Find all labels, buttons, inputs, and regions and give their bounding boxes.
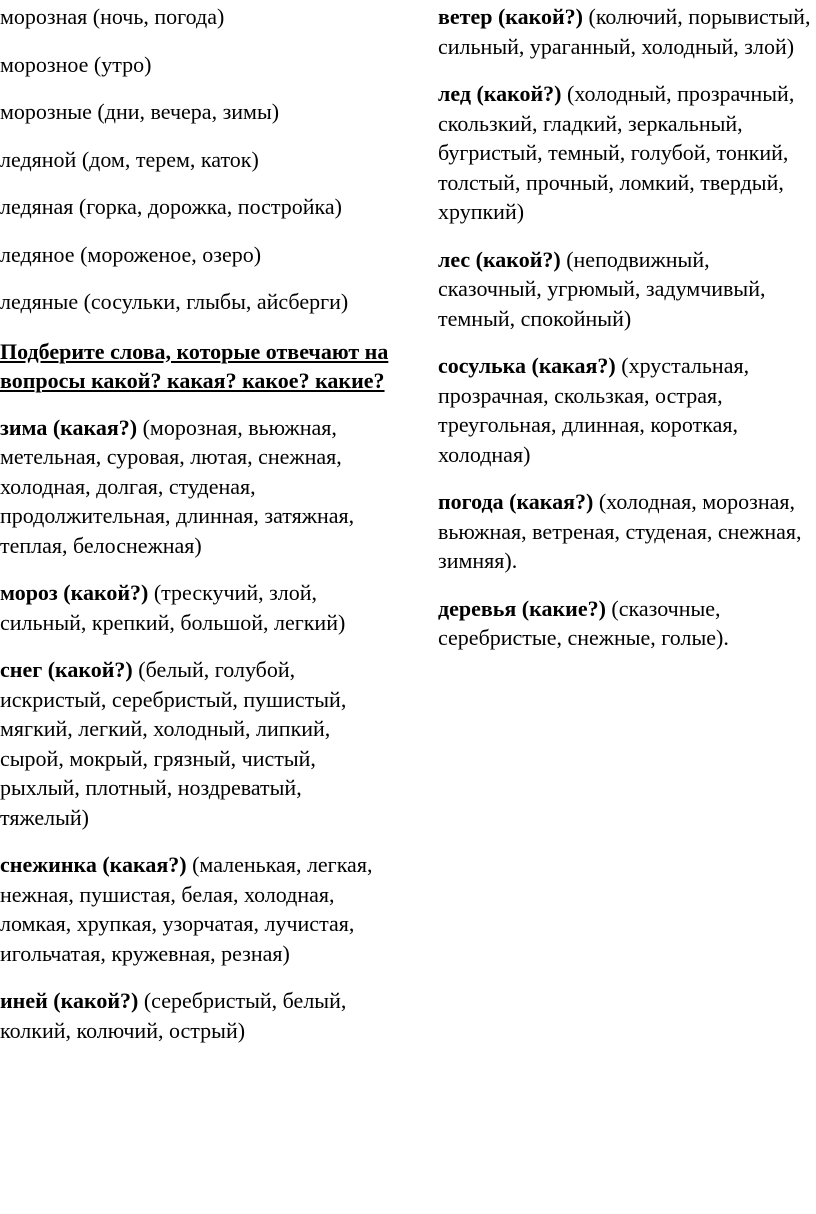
entry-term: лес (какой?): [438, 246, 561, 272]
entry-term: сосулька (какая?): [438, 353, 616, 378]
entry-term: лед (какой?): [438, 81, 562, 106]
left-column: [0, 0, 395, 1063]
word-entry: [438, 2, 816, 61]
word-entry: [0, 413, 395, 561]
entry-words: (сказочные, серебристые, снежные, голые).: [438, 595, 729, 650]
word-entry: [438, 245, 816, 334]
entry-term: мороз (какой?): [0, 580, 149, 605]
word-entry: [0, 578, 395, 637]
word-entry: [438, 487, 816, 576]
entry-words: (серебристый, белый, колкий, колючий, острый): [0, 988, 347, 1043]
phrase: ледяное (мороженое, озеро): [0, 241, 262, 267]
word-entry: [0, 986, 395, 1045]
word-entry: [0, 655, 395, 832]
phrase: морозное (утро): [0, 51, 152, 77]
entry-words: (неподвижный, сказочный, угрюмый, задумчивый, темный, спокойный): [438, 246, 766, 331]
entry-words: (белый, голубой, искристый, серебристый, пушистый, мягкий, легкий, холодный, липкий, сырой, мокрый, грязный, чистый, рыхлый, плотный, ноздреватый, тяжелый): [0, 657, 347, 830]
entry-words: (маленькая, легкая, нежная, пушистая, белая, холодная, ломкая, хрупкая, узорчатая, лучистая, игольчатая, кружевная, резная): [0, 852, 373, 966]
entry-term: зима (какая?): [0, 414, 138, 440]
phrase: ледяной (дом, терем, каток): [0, 146, 259, 172]
word-entry: [438, 351, 816, 469]
phrase: морозная (ночь, погода): [0, 4, 225, 29]
entry-words: (холодная, морозная, вьюжная, ветреная, студеная, снежная, зимняя).: [438, 489, 802, 573]
entry-term: иней (какой?): [0, 988, 139, 1013]
word-entry: [0, 850, 395, 968]
entry-term: погода (какая?): [438, 489, 594, 514]
entry-words: (хрустальная, прозрачная, скользкая, острая, треугольная, длинная, короткая, холодная): [438, 353, 750, 467]
phrase: ледяные (сосульки, глыбы, айсберги): [0, 289, 349, 314]
word-entry: [438, 594, 816, 653]
entry-term: деревья (какие?): [438, 595, 606, 621]
entry-term: снежинка (какая?): [0, 852, 187, 877]
entry-term: ветер (какой?): [438, 4, 584, 29]
entry-words: (колючий, порывистый, сильный, ураганный, холодный, злой): [438, 4, 811, 59]
entry-term: снег (какой?): [0, 657, 133, 682]
task-heading: Подберите слова, которые отвечают на вопросы какой? какая? какое? какие?: [0, 338, 389, 393]
phrase: морозные (дни, вечера, зимы): [0, 99, 280, 124]
word-entry: [438, 79, 816, 227]
entry-words: (морозная, вьюжная, метельная, суровая, лютая, снежная, холодная, долгая, студеная, продолжительная, длинная, затяжная, теплая, белоснежная): [0, 414, 355, 558]
entry-words: (трескучий, злой, сильный, крепкий, большой, легкий): [0, 580, 346, 635]
phrase: ледяная (горка, дорожка, постройка): [0, 194, 342, 219]
entry-words: (холодный, прозрачный, скользкий, гладкий, зеркальный, бугристый, темный, голубой, тонкий, толстый, прочный, ломкий, твердый, хрупкий): [438, 81, 795, 224]
right-column: [438, 0, 816, 671]
